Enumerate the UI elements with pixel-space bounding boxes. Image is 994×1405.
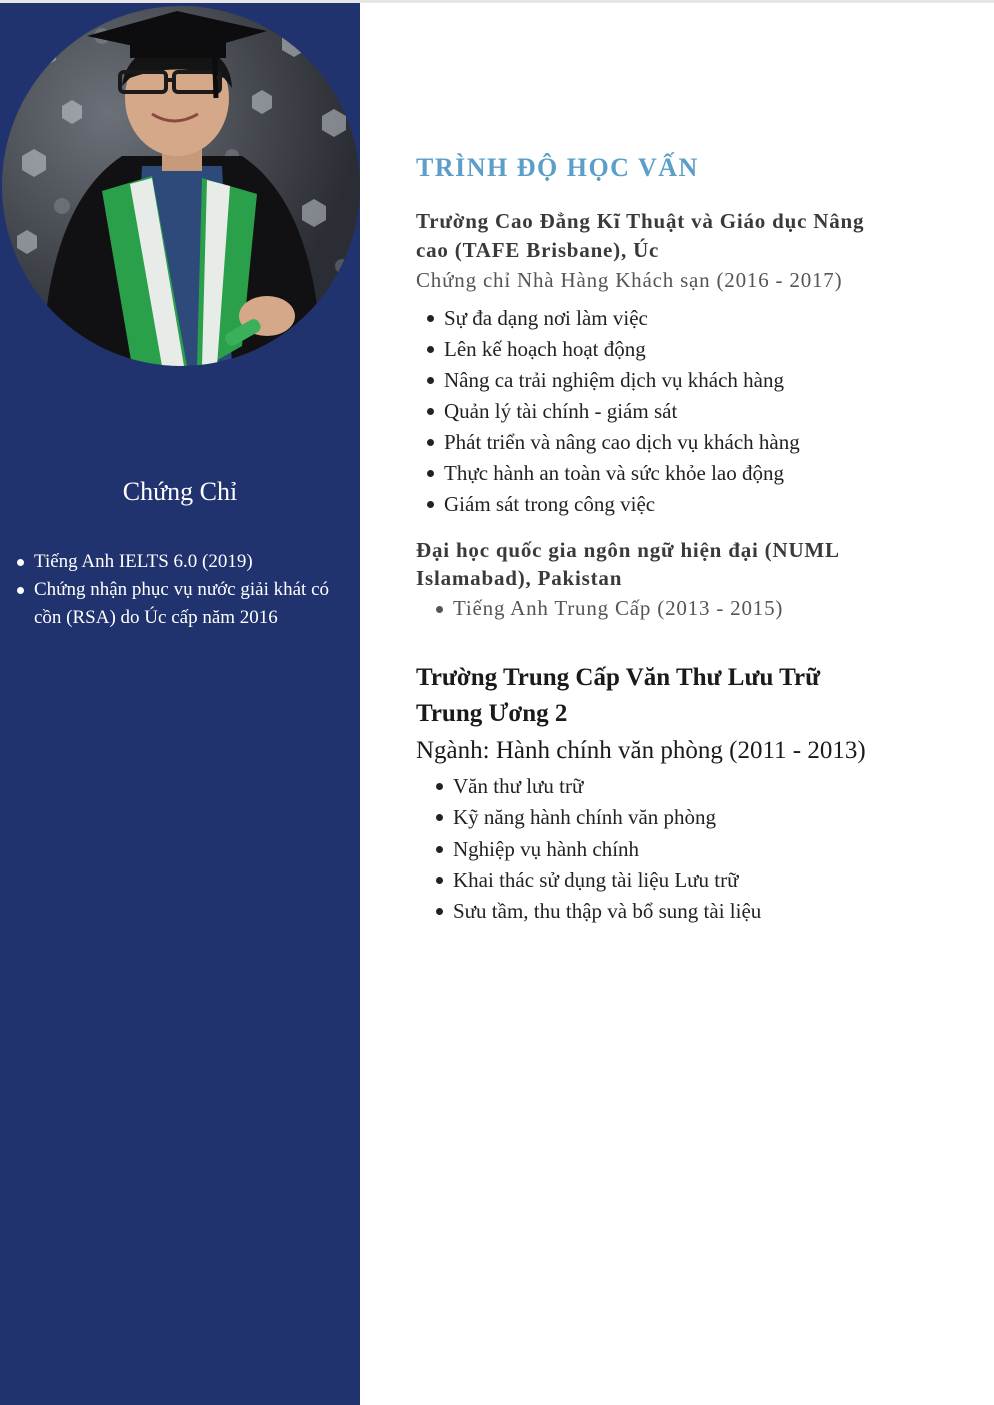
certificates-list	[34, 548, 350, 632]
list-item: Chứng nhận phục vụ nước giải khát có cồn (RSA) do Úc cấp năm 2016	[34, 576, 350, 632]
list-item: Tiếng Anh Trung Cấp (2013 - 2015)	[453, 596, 784, 620]
list-item: Văn thư lưu trữ	[453, 771, 761, 802]
list-item: Sự đa dạng nơi làm việc	[444, 303, 800, 334]
program-name: Chứng chỉ Nhà Hàng Khách sạn (2016 - 2017)	[416, 268, 843, 292]
list-item: Lên kế hoạch hoạt động	[444, 334, 800, 365]
list-item: Quản lý tài chính - giám sát	[444, 396, 800, 427]
course-list	[444, 303, 800, 520]
sidebar	[0, 3, 360, 1405]
school-name: Trường Cao Đẳng Kĩ Thuật và Giáo dục Nâng cao (TAFE Brisbane), Úc	[416, 209, 865, 262]
education-heading: TRÌNH ĐỘ HỌC VẤN	[416, 153, 699, 182]
list-item: Giám sát trong công việc	[444, 489, 800, 520]
course-list	[453, 594, 783, 622]
list-item: Phát triển và nâng cao dịch vụ khách hàng	[444, 427, 800, 458]
school-name: Trường Trung Cấp Văn Thư Lưu Trữ Trung Ương 2	[416, 664, 821, 727]
list-item: Nghiệp vụ hành chính	[453, 834, 761, 865]
program-name: Ngành: Hành chính văn phòng (2011 - 2013)	[416, 737, 866, 764]
list-item: Kỹ năng hành chính văn phòng	[453, 802, 761, 833]
school-name: Đại học quốc gia ngôn ngữ hiện đại (NUML Islamabad), Pakistan	[416, 538, 839, 590]
certificates-heading: Chứng Chỉ	[122, 477, 238, 506]
list-item: Thực hành an toàn và sức khỏe lao động	[444, 458, 800, 489]
course-list	[453, 771, 761, 927]
list-item: Sưu tầm, thu thập và bổ sung tài liệu	[453, 896, 761, 927]
list-item: Tiếng Anh IELTS 6.0 (2019)	[34, 548, 350, 576]
profile-photo	[2, 6, 360, 366]
list-item: Khai thác sử dụng tài liệu Lưu trữ	[453, 865, 761, 896]
list-item: Nâng ca trải nghiệm dịch vụ khách hàng	[444, 365, 800, 396]
